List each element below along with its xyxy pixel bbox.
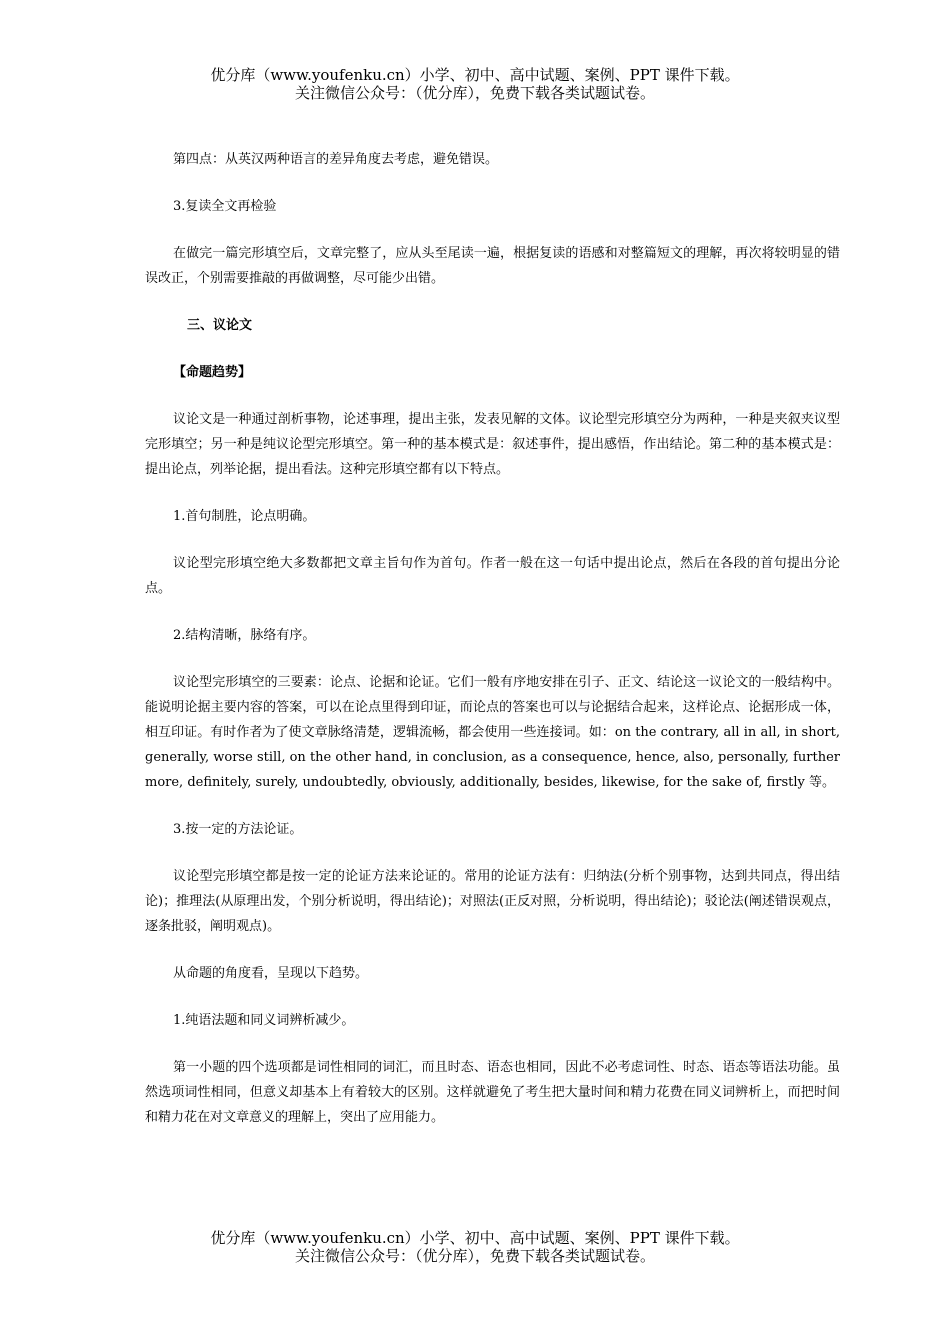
page-footer — [0, 1229, 950, 1265]
header-line-2: 关注微信公众号：（优分库），免费下载各类试题试卷。 — [294, 84, 655, 102]
paragraph-argumentative-intro: 议论文是一种通过剖析事物，论述事理，提出主张，发表见解的文体。议论型完形填空分为两种，一种是夹叙夹议型完形填空；另一种是纯议论型完形填空。第一种的基本模式是：叙述事件，提出感悟，作出结论。第二种的基本模式是：提出论点，列举论据，提出看法。这种完形填空都有以下特点。 — [145, 412, 840, 477]
paragraph-feature-2: 2.结构清晰，脉络有序。 — [173, 628, 316, 643]
footer-line-2: 关注微信公众号：（优分库），免费下载各类试题试卷。 — [294, 1247, 655, 1265]
paragraph-feature-1: 1.首句制胜，论点明确。 — [173, 509, 316, 524]
paragraph-reread-text: 在做完一篇完形填空后，文章完整了，应从头至尾读一遍，根据复读的语感和对整篇短文的理解，再次将较明显的错误改正，个别需要推敲的再做调整，尽可能少出错。 — [145, 246, 840, 286]
paragraph-trend-1: 1.纯语法题和同义词辨析减少。 — [173, 1013, 355, 1028]
paragraph-trend-1-text: 第一小题的四个选项都是词性相同的词汇，而且时态、语态也相同，因此不必考虑词性、时态、语态等语法功能。虽然选项词性相同，但意义却基本上有着较大的区别。这样就避免了考生把大量时间和精力花费在同义词辨析上，而把时间和精力花在对文章意义的理解上，突出了应用能力。 — [145, 1060, 840, 1125]
trend-title: 【命题趋势】 — [173, 365, 252, 380]
section-title-argumentative: 三、议论文 — [187, 318, 253, 333]
document-body — [145, 147, 840, 1152]
header-line-1: 优分库（www.youfenku.cn）小学、初中、高中试题、案例、PPT 课件下载。 — [210, 66, 740, 84]
paragraph-point-four: 第四点：从英汉两种语言的差异角度去考虑，避免错误。 — [173, 152, 499, 167]
paragraph-feature-3: 3.按一定的方法论证。 — [173, 822, 303, 837]
paragraph-feature-2-text: 议论型完形填空的三要素：论点、论据和论证。它们一般有序地安排在引子、正文、结论这一议论文的一般结构中。能说明论据主要内容的答案，可以在论点里得到印证，而论点的答案也可以与论据结合起来，这样论点、论据形成一体，相互印证。有时作者为了使文章脉络清楚，逻辑流畅，都会使用一些连接词。如：on the contrary, all in all, in short, generally, worse still, on the other hand, in conclusion, as a consequence, hence, also, personally, further more, definitely, surely, undoubtedly, obviously, additionally, besides, likewise, for the sake of, firstly 等。 — [145, 675, 840, 790]
paragraph-feature-3-text: 议论型完形填空都是按一定的论证方法来论证的。常用的论证方法有：归纳法(分析个别事物，达到共同点，得出结论)；推理法(从原理出发，个别分析说明，得出结论)；对照法(正反对照，分析说明，得出结论)；驳论法(阐述错误观点，逐条批驳，阐明观点)。 — [145, 869, 840, 934]
paragraph-feature-1-text: 议论型完形填空绝大多数都把文章主旨句作为首句。作者一般在这一句话中提出论点，然后在各段的首句提出分论点。 — [145, 556, 840, 596]
paragraph-trend-intro: 从命题的角度看，呈现以下趋势。 — [173, 966, 369, 981]
footer-line-1: 优分库（www.youfenku.cn）小学、初中、高中试题、案例、PPT 课件下载。 — [210, 1229, 740, 1247]
page-header — [0, 66, 950, 102]
paragraph-reread-heading: 3.复读全文再检验 — [173, 199, 277, 214]
